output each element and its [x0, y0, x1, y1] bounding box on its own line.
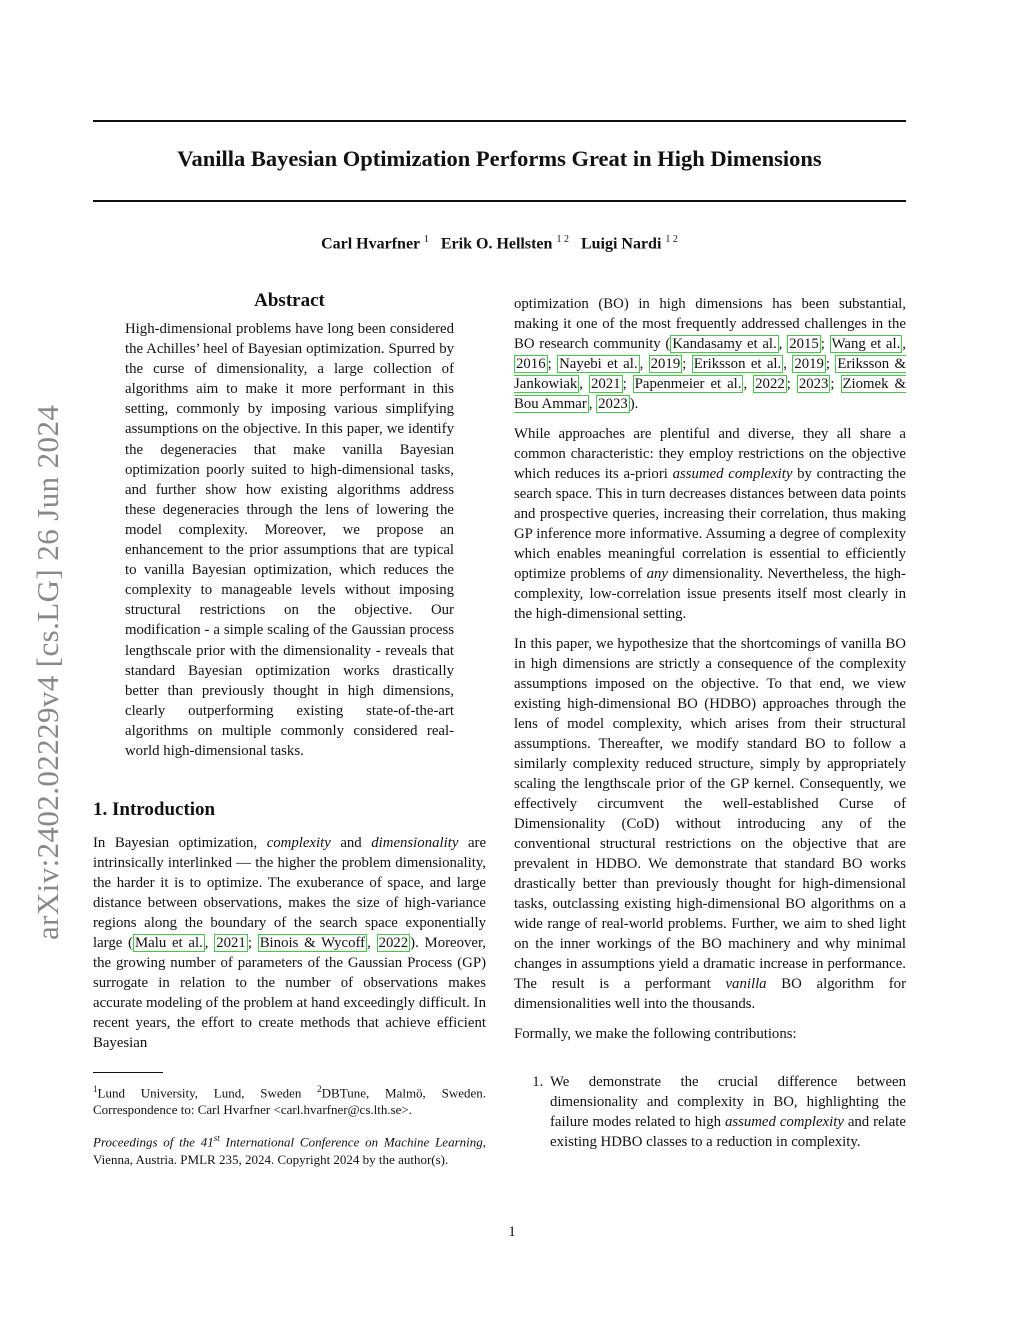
author-name: Erik O. Hellsten — [440, 235, 553, 253]
citation-link[interactable]: Eriksson & Jankowiak — [514, 356, 907, 392]
list-item: 1. We demonstrate the crucial difference between dimensionality and complexity in BO, highlighting the failure modes related to high assumed complexity and relate existing HDBO classes to a reduction in complexity. — [547, 1072, 906, 1152]
citation-link[interactable]: Eriksson et al. — [693, 356, 782, 372]
proceedings-note: Proceedings of the 41st International Conference on Machine Learning, Vienna, Austria. PMLR 235, 2024. Copyright 2024 by the author(s). — [93, 1133, 486, 1167]
citation-link[interactable]: Nayebi et al. — [559, 356, 638, 372]
body-paragraph: optimization (BO) in high dimensions has been substantial, making it one of the most frequently addressed challenges in the BO research community ( Kandasamy et al. , 2015 ; Wang et al. , 2016 ; Nayebi et al. , 2019 ; Eriksson et al. , 2019 ; Eriksson & Jankowiak , 2021 ; Papenmeier et al. , 2022 ; 2023 ; Ziomek & Bou Ammar , 2023 ). — [514, 296, 907, 412]
arxiv-identifier: arXiv:2402.02229v4 [cs.LG] 26 Jun 2024 — [30, 404, 65, 940]
body-paragraph: In this paper, we hypothesize that the shortcomings of vanilla BO in high dimensions are strictly a consequence of the complexity assumptions imposed on the objective. To that end, we view existing high-dimensional BO (HDBO) approaches through the lens of model complexity, which arises from their structural assumptions. Thereafter, we modify standard BO to follow a similarly complexity reduced structure, simply by appropriately scaling the lengthscale prior of the GP kernel. Consequently, we effectively circumvent the well-established Curse of Dimensionality (CoD) without introducing any of the conventional structural restrictions on the objective that are prevalent in HDBO. We demonstrate that standard BO works drastically better than previously thought for high-dimensional tasks, outclassing existing high-dimensional BO algorithms on a wide range of real-world problems. Further, we aim to shed light on the inner workings of the BO machinery and why minimal changes in assumptions yield a dramatic increase in performance. The result is a performant vanilla BO algorithm for dimensionalities well into the thousands. — [514, 636, 906, 1012]
author-list — [93, 234, 906, 253]
contributions-list — [514, 1072, 906, 1152]
author-affiliation: 1 2 — [556, 234, 569, 245]
left-column — [93, 290, 486, 1180]
citation-link[interactable]: Malu et al. — [134, 935, 203, 952]
citation-link[interactable]: 2021 — [590, 376, 621, 392]
intro-paragraph: In Bayesian optimization, complexity and dimensionality are intrinsically interlinked — the higher the problem dimensionality, the harder it is to optimize. The exuberance of space, and large distance between observations, makes the size of high-variance regions along the boundary of the search space exponentially large ( Malu et al. , 2021 ; Binois & Wycoff , 2022 ). Moreover, the growing number of parameters of the Gaussian Process (GP) surrogate in relation to the number of observations makes accurate modeling of the problem at hand exceedingly difficult. In recent years, the effort to create methods that achieve efficient Bayesian — [93, 835, 487, 1052]
footnote-rule — [93, 1072, 163, 1073]
page-number: 1 — [508, 1224, 516, 1240]
citation-link[interactable]: 2019 — [650, 356, 681, 372]
citation-link[interactable]: Binois & Wycoff — [259, 935, 366, 952]
introduction-heading: 1. Introduction — [93, 799, 216, 821]
citation-link[interactable]: Papenmeier et al. — [634, 376, 742, 392]
author-affiliation: 1 — [423, 234, 429, 245]
citation-link[interactable]: 2016 — [516, 356, 546, 372]
author-name: Carl Hvarfner — [321, 235, 420, 253]
citation-link[interactable]: 2022 — [378, 935, 409, 952]
right-column — [514, 294, 906, 1152]
title-top-rule — [93, 120, 906, 122]
author-name: Luigi Nardi — [580, 235, 662, 253]
citation-link[interactable]: 2023 — [798, 376, 829, 392]
title-bottom-rule — [93, 200, 906, 202]
paper-title: Vanilla Bayesian Optimization Performs Great in High Dimensions — [177, 146, 822, 171]
citation-link[interactable]: Wang et al. — [831, 336, 901, 352]
citation-link[interactable]: 2023 — [598, 396, 628, 412]
citation-link[interactable]: 2019 — [794, 356, 824, 372]
citation-link[interactable]: Kandasamy et al. — [672, 336, 777, 352]
abstract-text: High-dimensional problems have long been considered the Achilles’ heel of Bayesian optimization. Spurred by the curse of dimensionality, a large collection of algorithms aim to make it more performant in this setting, commonly by imposing various simplifying assumptions on the objective. In this paper, we identify the degeneracies that make vanilla Bayesian optimization poorly suited to high-dimensional tasks, and further show how existing algorithms address these degeneracies through the lens of lowering the model complexity. Moreover, we propose an enhancement to the prior assumptions that are typical to vanilla Bayesian optimization, which reduces the complexity to manageable levels without imposing structural restrictions on the objective. Our modification - a simple scaling of the Gaussian process lengthscale prior with the dimensionality - reveals that standard Bayesian optimization works drastically better than previously thought in high dimensions, clearly outperforming existing state-of-the-art algorithms on multiple commonly considered real-world high-dimensional tasks. — [125, 321, 454, 759]
citation-link[interactable]: 2021 — [216, 935, 246, 952]
affiliation-footnote: $^1$Lund University, Lund, Sweden $^2$DBTune, Malmö, Sweden. Correspondence to: Carl Hvarfner <carl.hvarfner@cs.lth.se>. — [93, 1084, 486, 1118]
author-affiliation: 1 2 — [665, 234, 678, 245]
citation-link[interactable]: Ziomek & Bou Ammar — [514, 376, 906, 412]
body-paragraph: While approaches are plentiful and diverse, they all share a common characteristic: they employ restrictions on the objective which reduces its a-priori assumed complexity by contracting the search space. This in turn decreases distances between data points and prospective queries, increasing their correlation, thus making GP inference more informative. Assuming a degree of complexity which enables meaningful correlation is essential to efficiently optimize problems of any dimensionality. Nevertheless, the high-complexity, low-correlation issue presents itself most clearly in the high-dimensional setting. — [514, 426, 906, 622]
citation-link[interactable]: 2015 — [789, 336, 819, 352]
abstract-heading: Abstract — [254, 290, 325, 311]
correspondence: Correspondence to: Carl Hvarfner <carl.hvarfner@cs.lth.se>. — [93, 1102, 413, 1118]
contributions-intro: Formally, we make the following contributions: — [514, 1026, 797, 1042]
citation-link[interactable]: 2022 — [755, 376, 785, 392]
